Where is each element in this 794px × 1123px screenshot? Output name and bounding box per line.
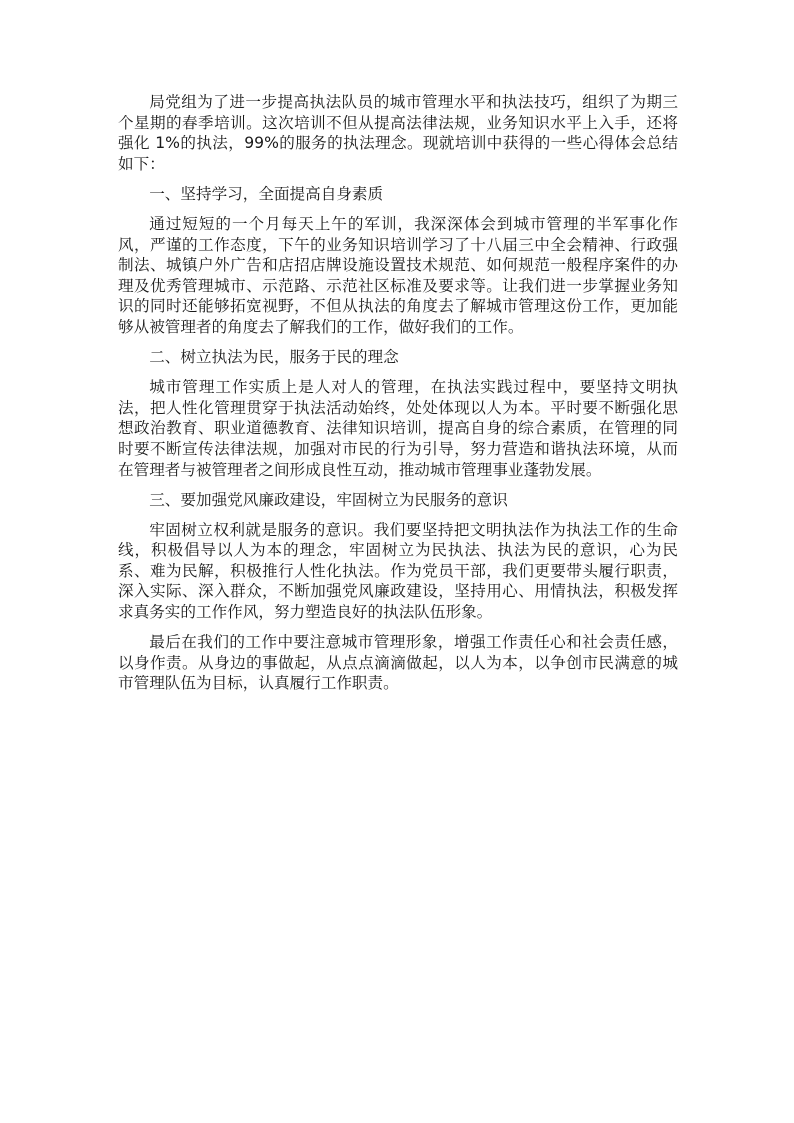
section-3-paragraph: 牢固树立权利就是服务的意识。我们要坚持把文明执法作为执法工作的生命线，积极倡导以人为本的理念，牢固树立为民执法、执法为民的意识，心为民系、难为民解，积极推行人性化执法。作为党员干部，我们更要带头履行职责，深入实际、深入群众，不断加强党风廉政建设，坚持用心、用情执法，积极发挥求真务实的工作作风，努力塑造良好的执法队伍形象。	[118, 520, 678, 622]
section-2-paragraph: 城市管理工作实质上是人对人的管理，在执法实践过程中，要坚持文明执法，把人性化管理贯穿于执法活动始终，处处体现以人为本。平时要不断强化思想政治教育、职业道德教育、法律知识培训，提高自身的综合素质，在管理的同时要不断宣传法律法规，加强对市民的行为引导，努力营造和谐执法环境，从而在管理者与被管理者之间形成良性互动，推动城市管理事业蓬勃发展。	[118, 378, 678, 479]
section-heading-1: 一、坚持学习，全面提高自身素质	[149, 184, 384, 203]
closing-paragraph: 最后在我们的工作中要注意城市管理形象，增强工作责任心和社会责任感，以身作责。从身边的事做起，从点点滴滴做起，以人为本，以争创市民满意的城市管理队伍为目标，认真履行工作职责。	[118, 633, 678, 693]
section-heading-2: 二、树立执法为民，服务于民的理念	[149, 348, 399, 367]
section-heading-3: 三、要加强党风廉政建设，牢固树立为民服务的意识	[149, 490, 508, 509]
intro-paragraph: 局党组为了进一步提高执法队员的城市管理水平和执法技巧，组织了为期三个星期的春季培训。这次培训不但从提高法律法规，业务知识水平上入手，还将强化 1%的执法，99%的服务的执法理念。现就培训中获得的一些心得体会总结如下：	[118, 93, 678, 173]
document-body	[118, 92, 678, 694]
section-1-paragraph: 通过短短的一个月每天上午的军训，我深深体会到城市管理的半军事化作风，严谨的工作态度，下午的业务知识培训学习了十八届三中全会精神、行政强制法、城镇户外广告和店招店牌设施设置技术规范、如何规范一般程序案件的办理及优秀管理城市、示范路、示范社区标准及要求等。让我们进一步掌握业务知识的同时还能够拓宽视野，不但从执法的角度去了解城市管理这份工作，更加能够从被管理者的角度去了解我们的工作，做好我们的工作。	[118, 214, 678, 336]
